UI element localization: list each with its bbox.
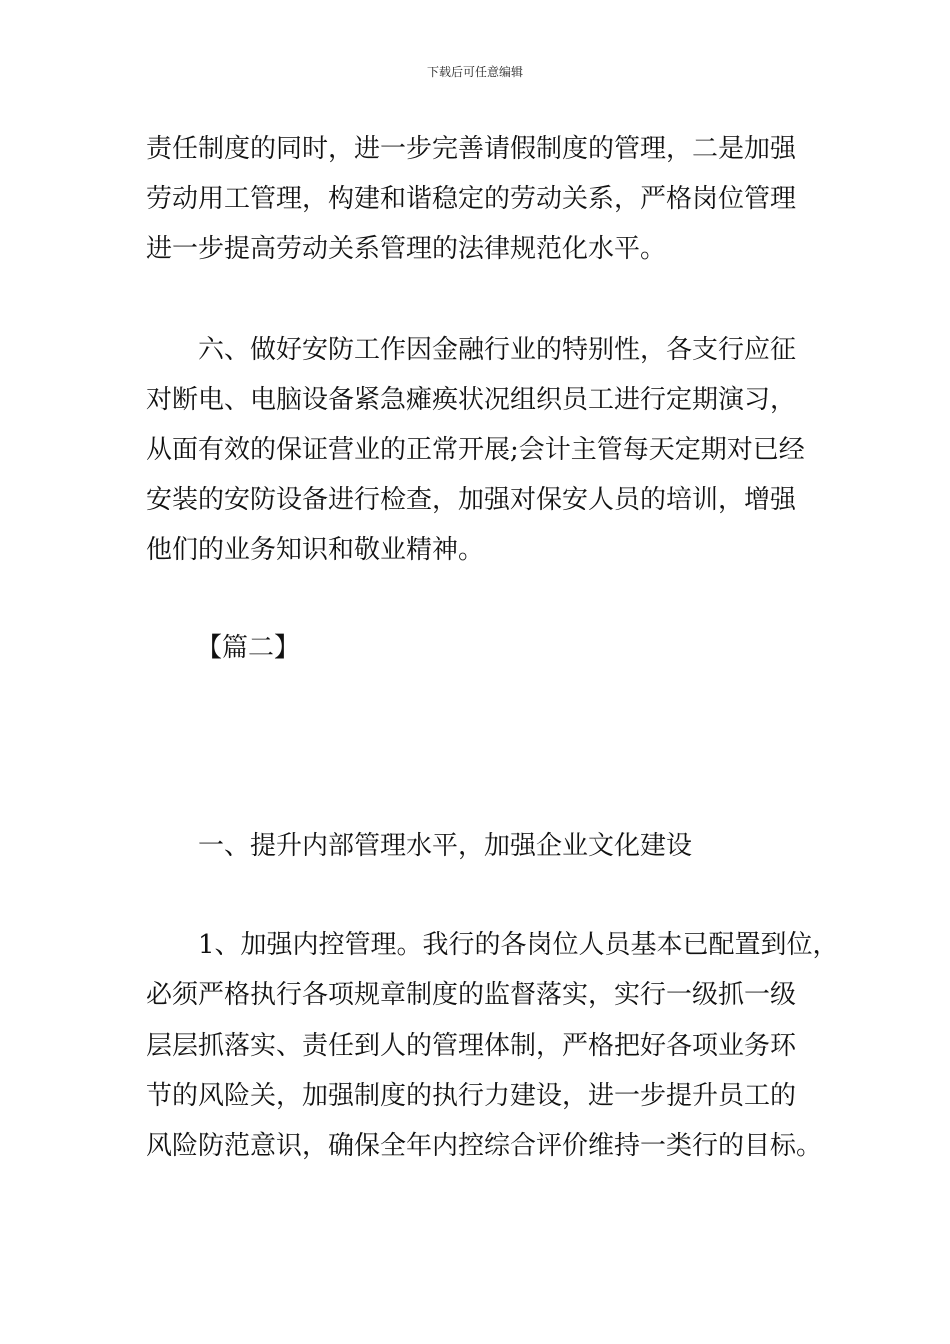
paragraph-line: 节的风险关，加强制度的执行力建设，进一步提升员工的 — [146, 1081, 797, 1111]
paragraph-line: 风险防范意识，确保全年内控综合评价维持一类行的目标。 — [146, 1131, 823, 1161]
paragraph-line: 进一步提高劳动关系管理的法律规范化水平。 — [146, 234, 667, 264]
page-header: 下载后可任意编辑 — [426, 65, 523, 79]
paragraph-line: 责任制度的同时，进一步完善请假制度的管理，二是加强 — [146, 134, 797, 164]
paragraph-line: 他们的业务知识和敬业精神。 — [146, 535, 485, 565]
paragraph-line: 对断电、电脑设备紧急瘫痪状况组织员工进行定期演习， — [146, 385, 797, 415]
paragraph-line: 六、做好安防工作因金融行业的特别性，各支行应征 — [198, 335, 797, 365]
section-subheading: 一、提升内部管理水平，加强企业文化建设 — [198, 831, 693, 861]
paragraph-line: 必须严格执行各项规章制度的监督落实，实行一级抓一级 — [146, 980, 797, 1010]
paragraph-line: 安装的安防设备进行检查，加强对保安人员的培训，增强 — [146, 485, 797, 515]
paragraph-line: 层层抓落实、责任到人的管理体制，严格把好各项业务环 — [146, 1031, 797, 1061]
section-heading: 【篇二】 — [196, 633, 301, 663]
paragraph-line: 劳动用工管理，构建和谐稳定的劳动关系，严格岗位管理 — [146, 184, 797, 214]
paragraph-line: 1、加强内控管理。我行的各岗位人员基本已配置到位， — [198, 930, 839, 960]
paragraph-line: 从面有效的保证营业的正常开展;会计主管每天定期对已经 — [146, 435, 805, 465]
